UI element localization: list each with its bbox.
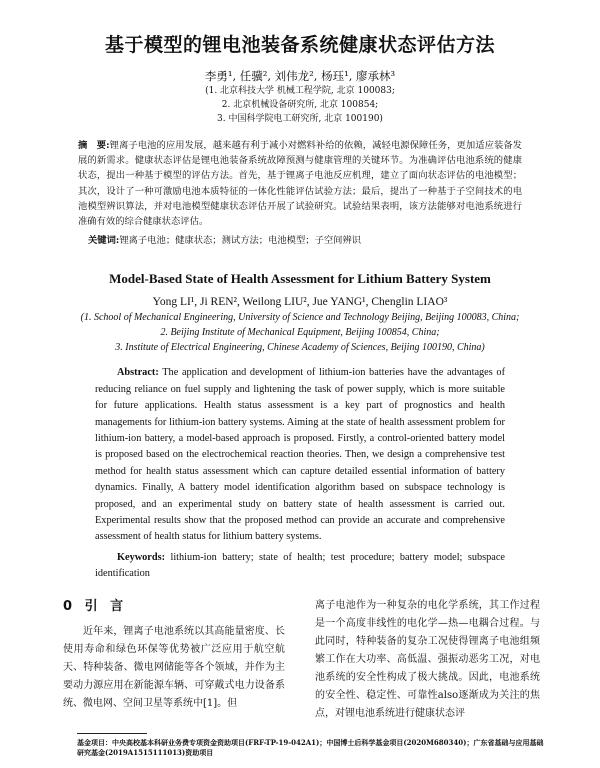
abstract-cn xyxy=(78,138,522,229)
affiliation-cn-2: 2. 北京机械设备研究所, 北京 100854; xyxy=(221,100,379,110)
abstract-en-text: The application and development of lithium-ion batteries have the advantages of reducing reliance on fuel supply and lightening the task of power supply, which is more suitable for future applications. Health status assessment is a key part of prognostics and health managements for lithium-ion battery systems. Aiming at the state of health assessment problem for lithium-ion battery, a model-based approach is proposed. Firstly, a control-oriented battery model is proposed based on the electrochemical reaction theories. Then, we design a comprehensive test method for health status assessment which can capture detailed essential information of battery dynamics. Finally, A battery model identification algorithm based on subspace technology is proposed, and an experimental study on battery state of health assessment is carried out. Experimental results show that the proposed method can provide an accurate and comprehensive assessment of health status for lithium battery systems. xyxy=(95,367,505,543)
abstract-cn-label: 摘 要: xyxy=(78,140,110,151)
keywords-en-label: Keywords: xyxy=(117,551,166,563)
paper-title-cn: 基于模型的锂电池装备系统健康状态评估方法 xyxy=(104,34,495,56)
section-heading-introduction: 0 引 言 xyxy=(63,598,128,614)
affiliation-en-3: 3. Institute of Electrical Engineering, Chinese Academy of Sciences, Beijing 100190, China) xyxy=(115,342,485,354)
affiliation-en-1: (1. School of Mechanical Engineering, University of Science and Technology Beijing, Beijing 100083, China; xyxy=(80,312,520,324)
keywords-cn-label: 关键词: xyxy=(88,235,120,247)
authors-cn: 李勇¹, 任骥², 刘伟龙², 杨珏¹, 廖承林³ xyxy=(204,69,396,83)
abstract-en-label: Abstract: xyxy=(117,367,159,379)
affiliation-cn-3: 3. 中国科学院电工研究所, 北京 100190) xyxy=(217,114,383,124)
footnote-divider xyxy=(77,733,147,734)
body-column-left: 近年来，锂离子电池系统以其高能量密度、长使用寿命和绿色环保等优势被广泛应用于航空航天、特种装备、微电网储能等各个领域，并作为主要动力源应用在新能源车辆、可穿戴式电力设备系统、微电网、空间卫星等系统中[1]。但 xyxy=(63,625,285,709)
abstract-en xyxy=(95,365,505,545)
funding-footnote: 基金项目：中央高校基本科研业务费专项资金资助项目(FRF-TP-19-042A1)；中国博士后科学基金项目(2020M680340)；广东省基础与应用基础研究基金(2019A1515111013)资助项目 xyxy=(77,737,544,757)
affiliation-en-2: 2. Beijing Institute of Mechanical Equipment, Beijing 100854, China; xyxy=(160,327,440,339)
abstract-cn-text: 锂离子电池的应用发展，越来越有利于减小对燃料补给的依赖，减轻电源保障任务，更加适应装备发展的新需求。健康状态评估是锂电池装备系统故障预测与健康管理的关键环节。为准确评估电池系统的健康状态，提出一种基于模型的评估方法。首先，基于锂离子电池反应机理，建立了面向状态评估的电池模型；其次，设计了一种可激励电池本质特征的一体化性能评估试验方法；最后，提出了一种基于子空间技术的电池模型辨识算法，并对电池模型健康状态评估开展了试验研究。试验结果表明，该方法能够对电池系统进行准确有效的综合健康状态评估。 xyxy=(78,140,522,228)
keywords-en xyxy=(95,550,505,583)
affiliation-cn-1: (1. 北京科技大学 机械工程学院, 北京 100083; xyxy=(205,86,395,96)
keywords-cn xyxy=(88,233,522,248)
right-column xyxy=(315,597,540,723)
paper-title-en: Model-Based State of Health Assessment for Lithium Battery System xyxy=(109,271,491,287)
keywords-en-text: lithium-ion battery; state of health; test procedure; battery model; subspace identification xyxy=(95,551,505,580)
body-column-right: 离子电池作为一种复杂的电化学系统，其工作过程是一个高度非线性的电化学—热—电耦合过程。与此同时，特种装备的复杂工况使得锂离子电池组频繁工作在大功率、高低温、强振动恶劣工况，对电池系统的安全性构成了极大挑战。因此，电池系统的安全性、稳定性、可靠性also逐渐成为关注的焦点，对锂电池系统进行健康状态评 xyxy=(315,599,540,719)
left-column xyxy=(63,597,285,713)
authors-en: Yong LI¹, Ji REN², Weilong LIU², Jue YANG¹, Chenglin LIAO³ xyxy=(152,296,448,309)
keywords-cn-text: 锂离子电池；健康状态；测试方法；电池模型；子空间辨识 xyxy=(119,235,362,247)
body-columns xyxy=(63,597,540,723)
